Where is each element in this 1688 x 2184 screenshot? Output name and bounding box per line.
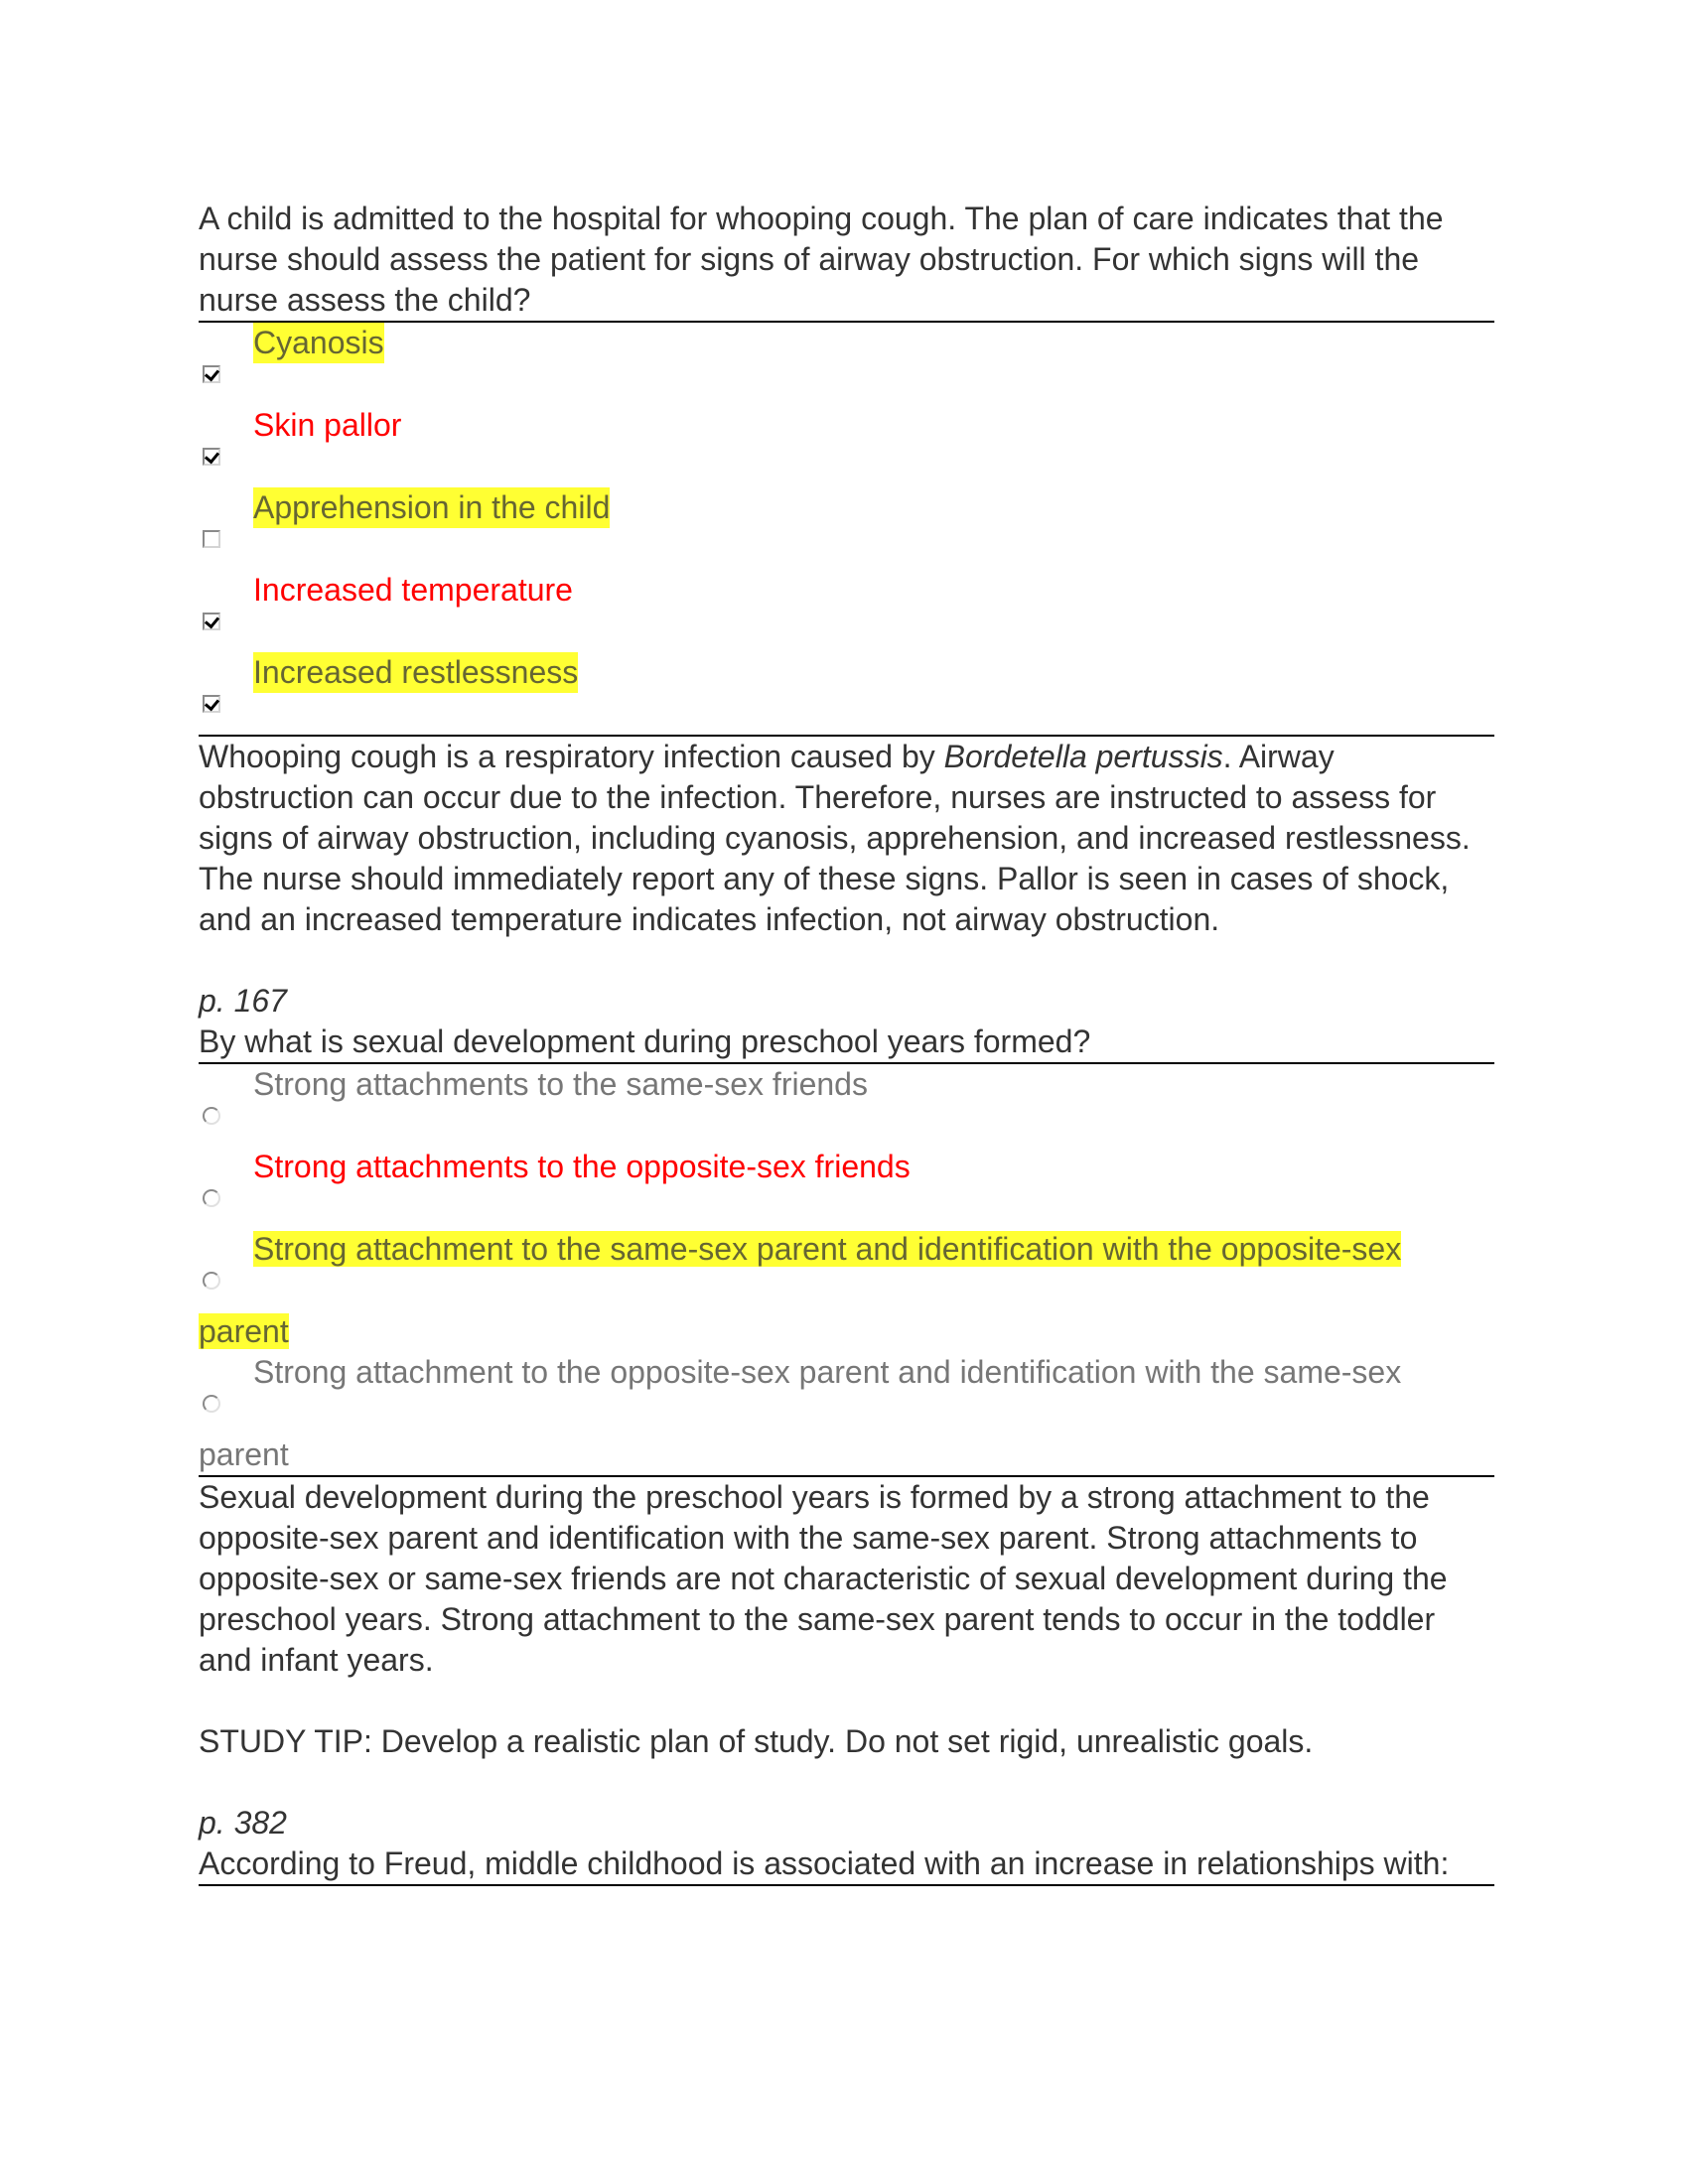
page-reference: p. 382 — [199, 1805, 287, 1841]
question-3-text: According to Freud, middle childhood is associated with an increase in relationships with: — [199, 1843, 1494, 1886]
rationale-part-a: Whooping cough is a respiratory infection caused by — [199, 739, 944, 774]
question-2-text: By what is sexual development during preschool years formed? — [199, 1022, 1494, 1064]
option-label-continued: parent — [199, 1436, 289, 1472]
option-opposite-sex-friends[interactable] — [199, 1147, 1494, 1229]
option-increased-restlessness[interactable] — [199, 652, 1494, 737]
radio-button[interactable] — [203, 1395, 220, 1413]
checkbox-checked[interactable] — [203, 365, 220, 383]
option-same-sex-parent[interactable] — [199, 1229, 1494, 1352]
option-increased-temperature[interactable] — [199, 570, 1494, 652]
option-cyanosis[interactable] — [199, 323, 1494, 405]
option-label: Strong attachment to the same-sex parent and identification with the opposite-sex — [253, 1231, 1402, 1267]
option-label: Increased restlessness — [253, 652, 578, 693]
page-reference: p. 167 — [199, 983, 287, 1019]
option-label: Apprehension in the child — [253, 487, 610, 528]
option-label: Increased temperature — [253, 572, 573, 608]
question-1-text: A child is admitted to the hospital for whooping cough. The plan of care indicates that the nurse should assess the patient for signs of airway obstruction. For which signs will the nurse assess the child? — [199, 199, 1494, 323]
radio-button[interactable] — [203, 1107, 220, 1125]
option-opposite-sex-parent[interactable] — [199, 1352, 1494, 1477]
rationale-part-b: . Airway obstruction can occur due to the infection. Therefore, nurses are instructed to assess for signs of airway obstruction, including cyanosis, apprehension, and increased restlessness. The nurse should immediately report any of these signs. Pallor is seen in cases of shock, and an increased temperature indicates infection, not airway obstruction. — [199, 739, 1471, 937]
checkbox-checked[interactable] — [203, 695, 220, 713]
option-label: Skin pallor — [253, 407, 402, 443]
option-label-continued: parent — [199, 1313, 289, 1349]
question-2-options — [199, 1064, 1494, 1477]
option-label: Strong attachment to the opposite-sex parent and identification with the same-sex — [253, 1354, 1402, 1390]
radio-button[interactable] — [203, 1272, 220, 1290]
study-tip: STUDY TIP: Develop a realistic plan of study. Do not set rigid, unrealistic goals. — [199, 1723, 1314, 1759]
option-apprehension[interactable] — [199, 487, 1494, 570]
question-2-rationale: Sexual development during the preschool years is formed by a strong attachment to the opposite-sex parent and identification with the same-sex parent. Strong attachments to opposite-sex or same-sex friends are not characteristic of sexual development during the preschool years. Strong attachment to the same-sex parent tends to occur in the toddler and infant years. — [199, 1479, 1448, 1678]
radio-button[interactable] — [203, 1189, 220, 1207]
option-label: Strong attachments to the same-sex friends — [253, 1066, 868, 1102]
option-skin-pallor[interactable] — [199, 405, 1494, 487]
rationale-organism: Bordetella pertussis — [943, 739, 1223, 774]
question-1-options — [199, 323, 1494, 737]
checkbox-checked[interactable] — [203, 448, 220, 466]
option-label: Strong attachments to the opposite-sex friends — [253, 1149, 911, 1184]
checkbox-checked[interactable] — [203, 613, 220, 630]
option-same-sex-friends[interactable] — [199, 1064, 1494, 1147]
quiz-page — [199, 199, 1494, 1886]
checkbox-unchecked[interactable] — [203, 530, 220, 548]
option-label: Cyanosis — [253, 323, 384, 363]
question-1-rationale — [199, 737, 1494, 940]
